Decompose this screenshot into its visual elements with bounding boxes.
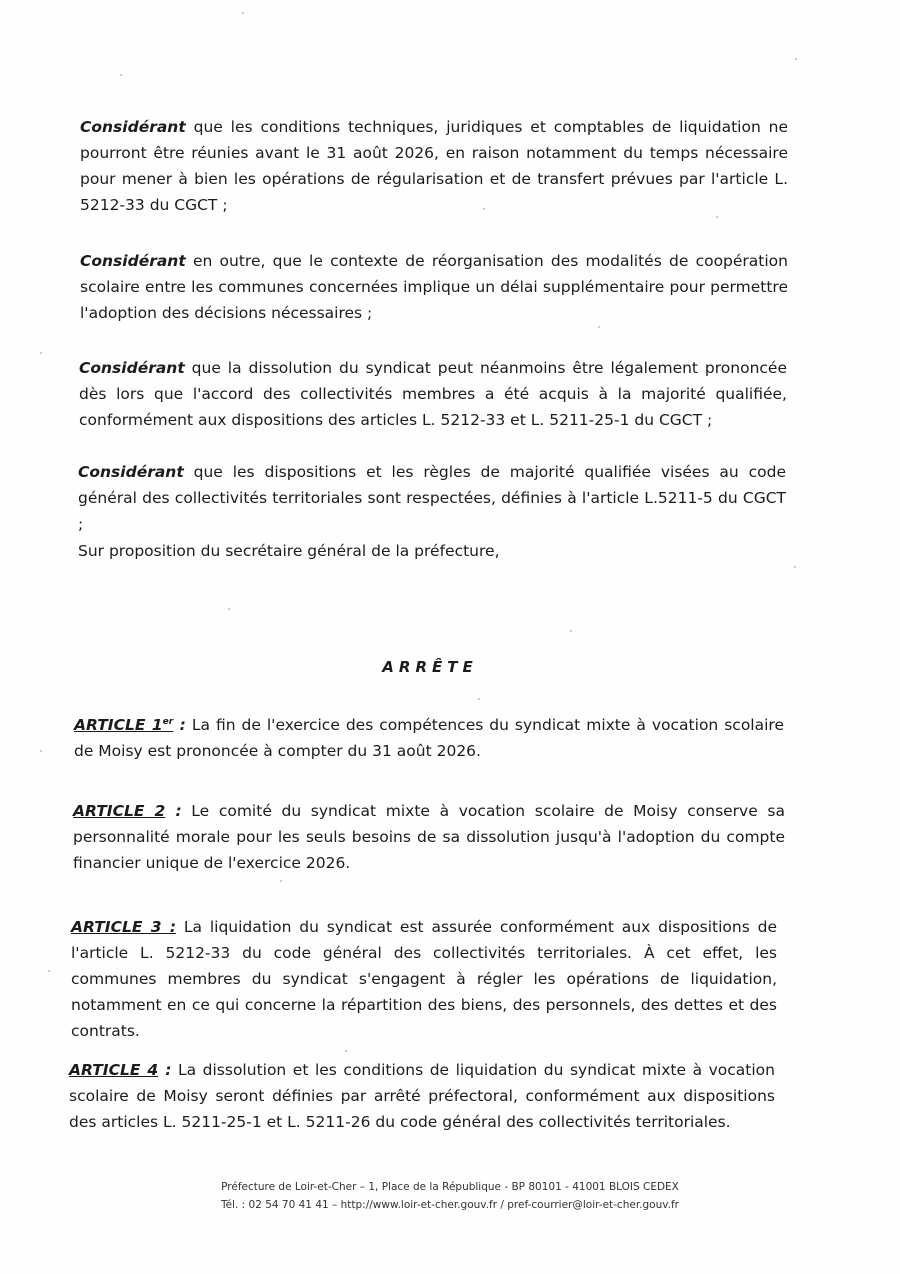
- article-text: La fin de l'exercice des compétences du syndicat mixte à vocation scolaire de Moisy est prononcée à compter du 31 août 2026.: [74, 716, 784, 761]
- arrete-heading: ARRÊTE: [382, 658, 478, 676]
- considerant-1: [80, 114, 788, 218]
- scan-speck: [345, 1050, 347, 1052]
- considerant-3: [79, 355, 787, 433]
- scan-speck: [483, 208, 485, 210]
- scan-speck: [120, 74, 122, 76]
- scan-speck: [280, 880, 282, 882]
- considerant-text: que les dispositions et les règles de majorité qualifiée visées au code général des collectivités territoriales sont respectées, définies à l'article L.5211-5 du CGCT ;: [78, 463, 786, 533]
- article-text: La liquidation du syndicat est assurée conformément aux dispositions de l'article L. 5212-33 du code général des collectivités territoriales. À cet effet, les communes membres du syndicat s'engagent à régler les opérations de liquidation, notamment en ce qui concerne la répartition des biens, des personnels, des dettes et des contrats.: [71, 918, 777, 1040]
- considerant-2: [80, 248, 788, 326]
- article-text: Le comité du syndicat mixte à vocation scolaire de Moisy conserve sa personnalité morale pour les seuls besoins de sa dissolution jusqu'à l'adoption du compte financier unique de l'exercice 2026.: [73, 802, 785, 872]
- considerant-text: que les conditions techniques, juridiques et comptables de liquidation ne pourront être réunies avant le 31 août 2026, en raison notamment du temps nécessaire pour mener à bien les opérations de régularisation et de transfert prévues par l'article L. 5212-33 du CGCT ;: [80, 118, 788, 214]
- scan-speck: [794, 566, 796, 568]
- scan-speck: [228, 608, 230, 610]
- article-4: ARTICLE 4 : La dissolution et les conditions de liquidation du syndicat mixte à vocation scolaire de Moisy seront définies par arrêté préfectoral, conformément aux dispositions des articles L. 5211-25-1 et L. 5211-26 du code général des collectivités territoriales.: [69, 1061, 775, 1131]
- considerant-keyword: Considérant: [80, 252, 186, 270]
- considerant-keyword: Considérant: [79, 359, 185, 377]
- considerant-4: [78, 459, 786, 537]
- article-label: ARTICLE 4: [69, 1061, 159, 1079]
- article-label: ARTICLE 1er: [74, 716, 174, 735]
- footer-contact: Tél. : 02 54 70 41 41 – http://www.loir-et-cher.gouv.fr / pref-courrier@loir-et-cher.gouv.fr: [220, 1199, 680, 1211]
- considerant-keyword: Considérant: [80, 118, 186, 136]
- article-1: ARTICLE 1er : La fin de l'exercice des compétences du syndicat mixte à vocation scolaire de Moisy est prononcée à compter du 31 août 2026.: [74, 716, 784, 761]
- scan-speck: [795, 58, 797, 60]
- article-text: La dissolution et les conditions de liquidation du syndicat mixte à vocation scolaire de Moisy seront définies par arrêté préfectoral, conformément aux dispositions des articles L. 5211-25-1 et L. 5211-26 du code général des collectivités territoriales.: [69, 1061, 775, 1131]
- scan-speck: [598, 326, 600, 328]
- scan-speck: [40, 352, 42, 354]
- considerant-text: en outre, que le contexte de réorganisation des modalités de coopération scolaire entre les communes concernées implique un délai supplémentaire pour permettre l'adoption des décisions nécessaires ;: [80, 252, 788, 322]
- scan-speck: [40, 750, 42, 752]
- considerant-text: que la dissolution du syndicat peut néanmoins être légalement prononcée dès lors que l'accord des collectivités membres a été acquis à la majorité qualifiée, conformément aux dispositions des articles L. 5212-33 et L. 5211-25-1 du CGCT ;: [79, 359, 787, 429]
- considerant-keyword: Considérant: [78, 463, 184, 481]
- article-3: [71, 914, 777, 1044]
- scan-speck: [716, 216, 718, 218]
- footer-address: Préfecture de Loir-et-Cher – 1, Place de la République - BP 80101 - 41001 BLOIS CEDEX: [221, 1181, 679, 1193]
- scan-speck: [242, 12, 244, 14]
- article-label: ARTICLE 2: [73, 802, 166, 820]
- scan-speck: [570, 630, 572, 632]
- proposition-text: Sur proposition du secrétaire général de la préfecture,: [78, 542, 500, 560]
- article-label: ARTICLE 3 :: [71, 918, 177, 936]
- article-2: ARTICLE 2 : Le comité du syndicat mixte à vocation scolaire de Moisy conserve sa personnalité morale pour les seuls besoins de sa dissolution jusqu'à l'adoption du compte financier unique de l'exercice 2026.: [73, 802, 785, 872]
- scan-speck: [48, 970, 50, 972]
- page-footer: [0, 1178, 900, 1214]
- scan-speck: [478, 698, 480, 700]
